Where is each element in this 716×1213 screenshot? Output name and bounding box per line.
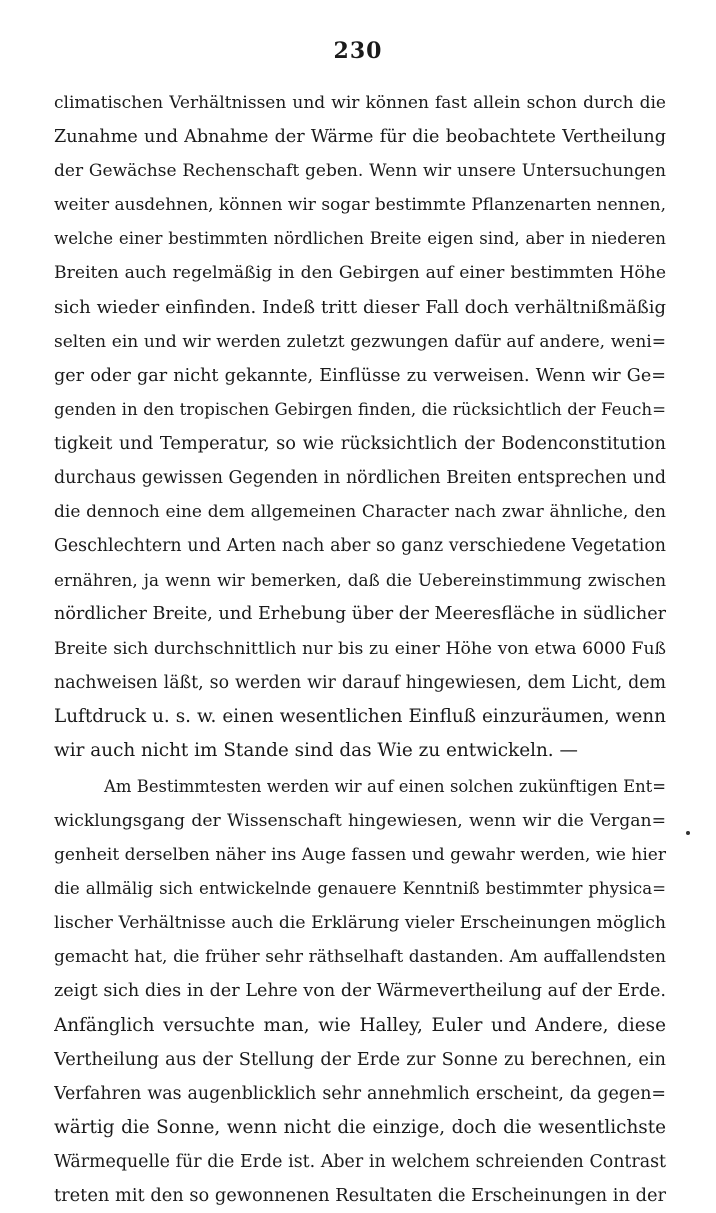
text-line: zeigt sich dies in der Lehre von der Wärmevertheilung auf der Erde. — [54, 981, 666, 1002]
text-line: weiter ausdehnen, können wir sogar bestimmte Pflanzenarten nennen, — [54, 195, 666, 216]
text-line: nördlicher Breite, und Erhebung über der Meeresfläche in südlicher — [54, 604, 666, 625]
text-line: Vertheilung aus der Stellung der Erde zur Sonne zu berechnen, ein — [54, 1048, 666, 1070]
text-line: Breite sich durchschnittlich nur bis zu einer Höhe von etwa 6000 Fuß — [54, 638, 666, 659]
ink-speck — [686, 831, 690, 835]
text-line: wärtig die Sonne, wenn nicht die einzige, doch die wesentlichste — [54, 1116, 666, 1138]
text-line: tigkeit und Temperatur, so wie rücksichtlich der Bodenconstitution — [54, 432, 666, 454]
page-number: 230 — [333, 38, 383, 64]
text-line: genheit derselben näher ins Auge fassen und gewahr werden, wie hier — [54, 845, 666, 866]
text-line: sich wieder einfinden. Indeß tritt dieser Fall doch verhältnißmäßig — [54, 296, 666, 318]
text-line: Zunahme und Abnahme der Wärme für die beobachtete Vertheilung — [54, 127, 666, 148]
text-line: lischer Verhältnisse auch die Erklärung vieler Erscheinungen möglich — [54, 913, 666, 934]
text-line: nachweisen läßt, so werden wir darauf hingewiesen, dem Licht, dem — [54, 672, 666, 693]
text-line: Breiten auch regelmäßig in den Gebirgen auf einer bestimmten Höhe — [54, 263, 666, 284]
text-line: Verfahren was augenblicklich sehr annehmlich erscheint, da gegen= — [54, 1083, 666, 1104]
text-line: ger oder gar nicht gekannte, Einflüsse zu verweisen. Wenn wir Ge= — [54, 365, 666, 386]
text-line: welche einer bestimmten nördlichen Breite eigen sind, aber in niederen — [54, 229, 666, 249]
text-line: Luftdruck u. s. w. einen wesentlichen Einfluß einzuräumen, wenn — [54, 705, 666, 727]
body-text — [54, 86, 666, 1213]
text-line: treten mit den so gewonnenen Resultaten die Erscheinungen in der — [54, 1185, 666, 1206]
paragraph-start-line: Am Bestimmtesten werden wir auf einen solchen zukünftigen Ent= — [104, 776, 666, 796]
text-line: wicklungsgang der Wissenschaft hingewiesen, wenn wir die Vergan= — [54, 810, 666, 831]
text-line: Anfänglich versuchte man, wie Halley, Euler und Andere, diese — [54, 1014, 666, 1036]
text-line: die dennoch eine dem allgemeinen Character nach zwar ähnliche, den — [54, 502, 666, 523]
text-line: selten ein und wir werden zuletzt gezwungen dafür auf andere, weni= — [54, 331, 666, 352]
text-line: der Gewächse Rechenschaft geben. Wenn wir unsere Untersuchungen — [54, 161, 666, 182]
text-line: die allmälig sich entwickelnde genauere Kenntniß bestimmter physica= — [54, 879, 666, 899]
text-line: gemacht hat, die früher sehr räthselhaft dastanden. Am auffallendsten — [54, 947, 666, 968]
text-line: Wärmequelle für die Erde ist. Aber in welchem schreienden Contrast — [54, 1151, 666, 1172]
paragraph-end-line: wir auch nicht im Stande sind das Wie zu entwickeln. — — [54, 739, 578, 761]
text-line: ernähren, ja wenn wir bemerken, daß die Uebereinstimmung zwischen — [54, 570, 666, 591]
text-line: Geschlechtern und Arten nach aber so ganz verschiedene Vegetation — [54, 536, 666, 557]
text-line: climatischen Verhältnissen und wir können fast allein schon durch die — [54, 93, 666, 113]
text-line: genden in den tropischen Gebirgen finden, die rücksichtlich der Feuch= — [54, 399, 666, 419]
text-line: durchaus gewissen Gegenden in nördlichen Breiten entsprechen und — [54, 468, 666, 489]
